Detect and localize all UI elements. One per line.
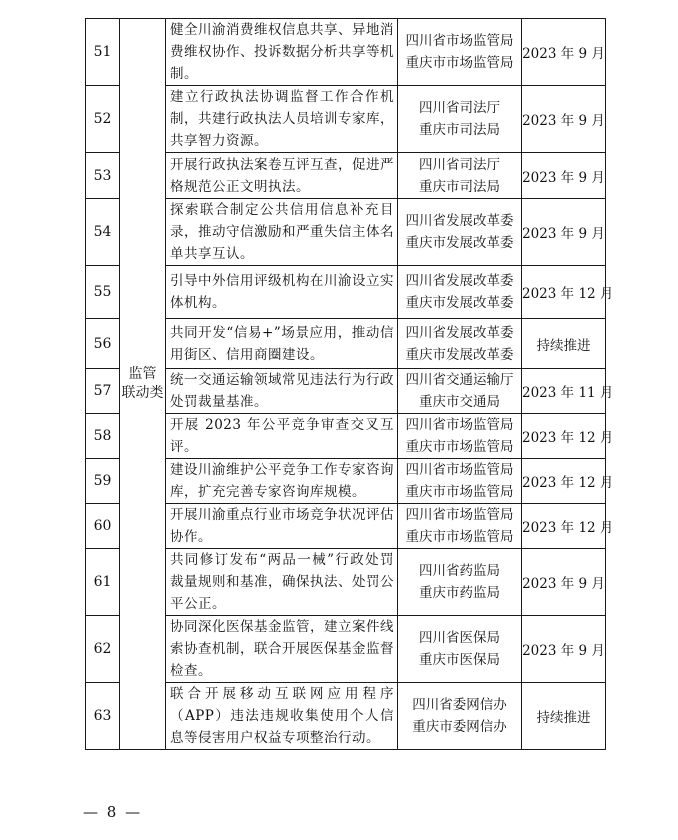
- responsible-units: [398, 86, 522, 153]
- row-number: 51: [86, 19, 120, 86]
- responsible-units: [398, 199, 522, 266]
- task-content: 健全川渝消费维权信息共享、异地消费维权协作、投诉数据分析共享等机制。: [166, 19, 398, 86]
- task-content: 共同修订发布“两品一械”行政处罚裁量规则和基准，确保执法、处罚公平公正。: [166, 549, 398, 616]
- row-number: 61: [86, 549, 120, 616]
- unit-sichuan: 四川省发展改革委: [405, 324, 514, 341]
- responsible-units: [398, 369, 522, 414]
- task-content: 建立行政执法协调监督工作合作机制，共建行政执法人员培训专家库，共享智力资源。: [166, 86, 398, 153]
- unit-sichuan: 四川省发展改革委: [405, 213, 514, 229]
- row-number: 62: [86, 616, 120, 683]
- task-content: 联合开展移动互联网应用程序（APP）违法违规收集使用个人信息等侵害用户权益专项整治行动。: [166, 683, 398, 750]
- unit-chongqing: 重庆市发展改革委: [405, 346, 514, 363]
- deadline: 2023 年 9 月: [522, 153, 606, 199]
- task-content: 开展川渝重点行业市场竞争状况评估协作。: [166, 504, 398, 549]
- row-number: 63: [86, 683, 120, 750]
- task-content: 探索联合制定公共信用信息补充目录，推动守信激励和严重失信主体名单共享互认。: [166, 199, 398, 266]
- unit-chongqing: 重庆市委网信办: [412, 719, 507, 735]
- responsible-units: [398, 19, 522, 86]
- deadline: 2023 年 11 月: [522, 369, 606, 414]
- responsible-units: [398, 504, 522, 549]
- deadline: 2023 年 12 月: [522, 414, 606, 459]
- row-number: 52: [86, 86, 120, 153]
- unit-chongqing: 重庆市市场监管局: [405, 439, 514, 455]
- unit-chongqing: 重庆市司法局: [419, 178, 500, 195]
- unit-sichuan: 四川省司法厅: [419, 100, 500, 116]
- responsible-units: [398, 266, 522, 319]
- unit-chongqing: 重庆市市场监管局: [405, 484, 514, 500]
- responsible-units: [398, 616, 522, 683]
- task-content: 统一交通运输领域常见违法行为行政处罚裁量基准。: [166, 369, 398, 414]
- row-number: 58: [86, 414, 120, 459]
- responsible-units: [398, 683, 522, 750]
- row-number: 56: [86, 319, 120, 369]
- responsible-units: [398, 414, 522, 459]
- task-content: 开展 2023 年公平竞争审查交叉互评。: [166, 414, 398, 459]
- responsible-units: [398, 459, 522, 504]
- responsible-units: [398, 319, 522, 369]
- responsible-units: [398, 153, 522, 199]
- unit-sichuan: 四川省市场监管局: [405, 462, 514, 478]
- task-content: 建设川渝维护公平竞争工作专家咨询库，扩充完善专家咨询库规模。: [166, 459, 398, 504]
- task-content: 共同开发“信易+”场景应用，推动信用街区、信用商圈建设。: [166, 319, 398, 369]
- table-row: [86, 19, 606, 86]
- unit-chongqing: 重庆市市场监管局: [405, 55, 514, 71]
- page-number: — 8 —: [83, 803, 143, 821]
- responsible-units: [398, 549, 522, 616]
- task-table: [85, 18, 614, 750]
- row-number: 59: [86, 459, 120, 504]
- unit-sichuan: 四川省委网信办: [412, 697, 507, 713]
- row-number: 60: [86, 504, 120, 549]
- row-number: 57: [86, 369, 120, 414]
- deadline: 2023 年 12 月: [522, 459, 606, 504]
- unit-sichuan: 四川省发展改革委: [405, 273, 514, 289]
- deadline: 持续推进: [522, 319, 606, 369]
- task-content: 协同深化医保基金监管，建立案件线索协查机制，联合开展医保基金监督检查。: [166, 616, 398, 683]
- deadline: 2023 年 12 月: [522, 266, 606, 319]
- unit-sichuan: 四川省市场监管局: [405, 417, 514, 433]
- category-cell: [120, 19, 166, 750]
- unit-sichuan: 四川省市场监管局: [405, 507, 514, 523]
- category-line-2: 联动类: [121, 385, 164, 401]
- unit-chongqing: 重庆市发展改革委: [405, 235, 514, 251]
- deadline: 2023 年 9 月: [522, 86, 606, 153]
- deadline: 2023 年 12 月: [522, 504, 606, 549]
- unit-sichuan: 四川省市场监管局: [405, 33, 514, 49]
- unit-chongqing: 重庆市发展改革委: [405, 295, 514, 311]
- unit-chongqing: 重庆市药监局: [419, 585, 500, 601]
- row-number: 54: [86, 199, 120, 266]
- unit-sichuan: 四川省司法厅: [419, 156, 500, 173]
- task-content: 开展行政执法案卷互评互查，促进严格规范公正文明执法。: [166, 153, 398, 199]
- unit-sichuan: 四川省医保局: [419, 630, 500, 646]
- deadline: 2023 年 9 月: [522, 616, 606, 683]
- unit-chongqing: 重庆市交通局: [419, 394, 500, 410]
- unit-sichuan: 四川省交通运输厅: [405, 372, 514, 388]
- unit-sichuan: 四川省药监局: [419, 563, 500, 579]
- deadline: 2023 年 9 月: [522, 549, 606, 616]
- row-number: 53: [86, 153, 120, 199]
- task-content: 引导中外信用评级机构在川渝设立实体机构。: [166, 266, 398, 319]
- deadline: 2023 年 9 月: [522, 199, 606, 266]
- unit-chongqing: 重庆市市场监管局: [405, 529, 514, 545]
- deadline: 2023 年 9 月: [522, 19, 606, 86]
- unit-chongqing: 重庆市医保局: [419, 652, 500, 668]
- deadline: 持续推进: [522, 683, 606, 750]
- category-line-1: 监管: [128, 366, 157, 382]
- unit-chongqing: 重庆市司法局: [419, 122, 500, 138]
- row-number: 55: [86, 266, 120, 319]
